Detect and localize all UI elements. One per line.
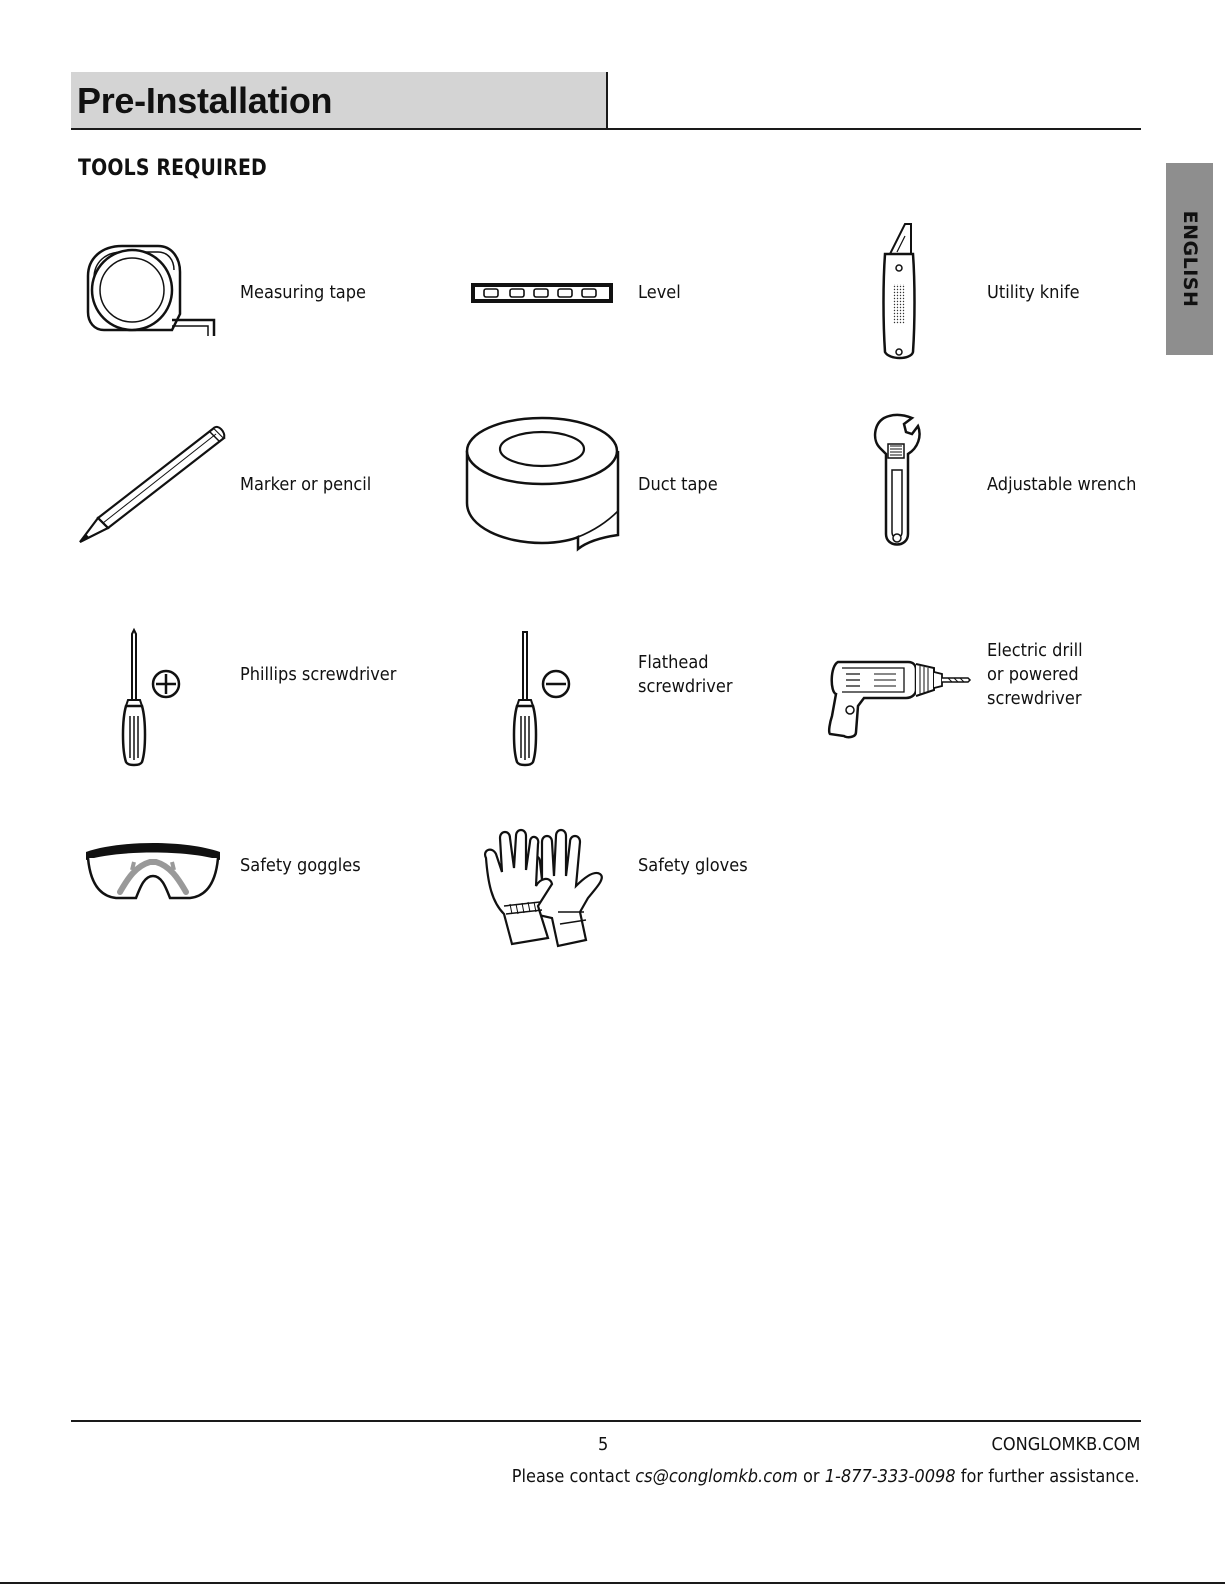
language-tab[interactable] <box>1166 163 1213 355</box>
tool-label-level: Level <box>638 282 681 303</box>
header-bar <box>71 72 1141 130</box>
page-title: Pre-Installation <box>77 80 333 121</box>
level-icon <box>470 281 615 305</box>
website-link[interactable]: CONGLOMKB.COM <box>991 1434 1140 1455</box>
pencil-icon <box>76 424 228 546</box>
utility-knife-icon <box>875 222 925 364</box>
tool-label-measuring-tape: Measuring tape <box>240 282 366 303</box>
tool-label-electric-drill-1: Electric drill <box>987 640 1083 661</box>
tool-label-adjustable-wrench: Adjustable wrench <box>987 474 1137 495</box>
safety-goggles-icon <box>80 836 226 904</box>
header-shade <box>71 72 608 128</box>
tool-label-safety-gloves: Safety gloves <box>638 855 748 876</box>
tool-label-duct-tape: Duct tape <box>638 474 718 495</box>
footer-rule <box>71 1420 1141 1422</box>
contact-suffix: for further assistance. <box>961 1466 1140 1487</box>
tool-label-phillips-screwdriver: Phillips screwdriver <box>240 664 397 685</box>
electric-drill-icon <box>824 656 972 740</box>
contact-email-link[interactable]: cs@conglomkb.com <box>635 1466 799 1487</box>
safety-gloves-icon <box>476 828 610 948</box>
contact-or: or <box>803 1466 820 1487</box>
measuring-tape-icon <box>80 238 225 342</box>
tool-label-electric-drill-2: or powered <box>987 664 1079 685</box>
flathead-screwdriver-icon <box>511 630 575 768</box>
section-title: TOOLS REQUIRED <box>78 156 267 181</box>
bottom-border <box>0 1582 1225 1584</box>
contact-prefix: Please contact <box>512 1466 631 1487</box>
adjustable-wrench-icon <box>870 414 926 554</box>
phillips-screwdriver-icon <box>120 630 184 768</box>
tool-label-flathead-screwdriver-1: Flathead <box>638 652 709 673</box>
contact-line <box>512 1466 1140 1487</box>
tool-label-flathead-screwdriver-2: screwdriver <box>638 676 733 697</box>
tool-label-safety-goggles: Safety goggles <box>240 855 361 876</box>
duct-tape-icon <box>464 415 622 553</box>
language-tab-label: ENGLISH <box>1178 210 1201 308</box>
tool-label-marker-or-pencil: Marker or pencil <box>240 474 372 495</box>
page-number: 5 <box>598 1434 609 1455</box>
tool-label-electric-drill-3: screwdriver <box>987 688 1082 709</box>
contact-phone[interactable]: 1-877-333-0098 <box>825 1466 957 1487</box>
tool-label-utility-knife: Utility knife <box>987 282 1080 303</box>
